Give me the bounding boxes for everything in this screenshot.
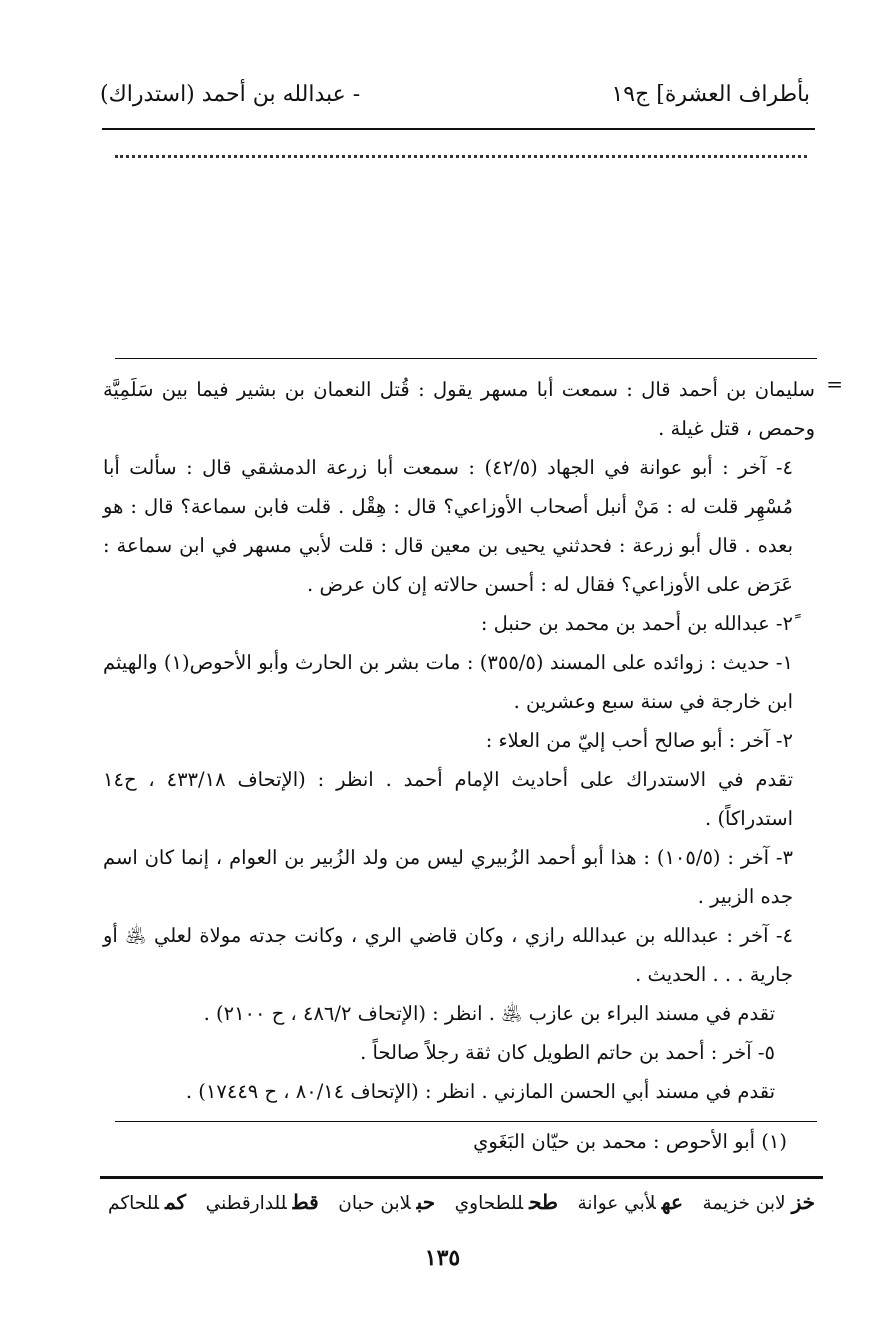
continuation-mark: = [826,372,843,396]
abbreviation-code: حب [416,1190,436,1214]
header-rule [102,128,815,130]
abbreviation-code: عه [661,1190,683,1214]
paragraph: سليمان بن أحمد قال : سمعت أبا مسهر يقول : قُتل النعمان بن بشير فيما بين سَلَمِيَّة وحمص ، قتل غيلة . [103,378,815,440]
abbreviation-item [577,1190,682,1214]
abbreviation-item [455,1190,558,1214]
paragraph: ٤- آخر : عبدالله بن عبدالله رازي ، وكان قاضي الري ، وكانت جدته مولاة لعلي ﵁ أو جارية . . . الحديث . [103,924,793,986]
abbreviation-item [108,1190,186,1214]
header-section-title: - عبدالله بن أحمد (استدراك) [100,82,361,107]
page-number: ١٣٥ [424,1245,461,1271]
running-header [100,82,810,107]
abbreviations-legend [108,1190,815,1214]
abbreviation-label: للحاكم [108,1193,159,1214]
abbreviation-code: قط [292,1190,319,1214]
abbreviation-item [338,1190,435,1214]
abbreviation-item [703,1190,815,1214]
abbreviation-code: خز [791,1190,815,1214]
paragraph: تقدم في مسند البراء بن عازب ﵁ . انظر : (الإتحاف ٤٨٦/٢ ، ح ٢١٠٠) . [203,1002,775,1025]
abbreviation-label: لابن خزيمة [702,1193,786,1214]
paragraph: ٣- آخر : (١٠٥/٥) : هذا أبو أحمد الزُبيري ليس من ولد الزُبير بن العوام ، إنما كان اسم جده الزبير . [103,846,794,908]
paragraph: ٤- آخر : أبو عوانة في الجهاد (٤٢/٥) : سمعت أبا زرعة الدمشقي قال : سألت أبا مُسْهِر قلت له : مَنْ أنبل أصحاب الأوزاعي؟ قال : هِقْل . قلت فابن سماعة؟ قال : هو بعده . قال أبو زرعة : فحدثني يحيى بن معين قال : قلت لأبي مسهر في ابن سماعة : عَرَض على الأوزاعي؟ فقال له : أحسن حالاته إن كان عرض . [103,456,793,596]
abbreviation-label: لابن حبان [338,1193,411,1214]
paragraph: ١- حديث : زوائده على المسند (٣٥٥/٥) : مات بشر بن الحارث وأبو الأحوص(١) والهيثم ابن خارجة في سنة سبع وعشرين . [103,651,793,713]
header-book-title: بأطراف العشرة] ج١٩ [611,82,810,107]
footnote: (١) أبو الأحوص : محمد بن حيّان البَغَوي [473,1130,787,1153]
main-text [103,370,815,1111]
abbreviation-label: للطحاوي [454,1193,524,1214]
paragraph: تقدم في مسند أبي الحسن المازني . انظر : (الإتحاف ٨٠/١٤ ، ح ١٧٤٤٩) . [185,1080,775,1103]
section-separator [115,358,817,359]
abbreviation-code: طح [529,1190,558,1214]
abbreviation-item [206,1190,319,1214]
abbreviation-label: للدارقطني [205,1193,287,1214]
footnote-separator [115,1121,817,1122]
abbreviation-label: لأبي عوانة [577,1193,656,1214]
paragraph: تقدم في الاستدراك على أحاديث الإمام أحمد . انظر : (الإتحاف ٤٣٣/١٨ ، ح١٤ استدراكاً) . [103,768,794,830]
section-heading: ٢ً- عبدالله بن أحمد بن محمد بن حنبل : [480,612,793,635]
dotted-separator [115,155,807,158]
abbreviation-code: كم [164,1190,187,1214]
paragraph: ٥- آخر : أحمد بن حاتم الطويل كان ثقة رجلاً صالحاً . [360,1041,775,1064]
paragraph: ٢- آخر : أبو صالح أحب إليّ من العلاء : [485,729,793,752]
abbreviations-rule [100,1176,823,1179]
